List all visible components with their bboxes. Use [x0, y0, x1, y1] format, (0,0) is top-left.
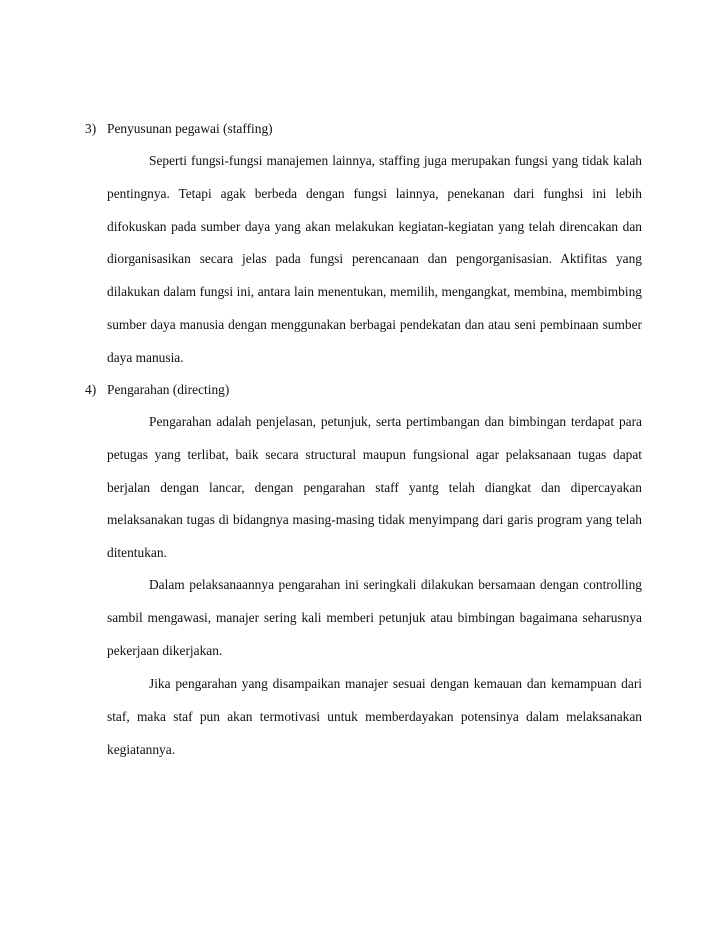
paragraph-staffing: Seperti fungsi-fungsi manajemen lainnya, staffing juga merupakan fungsi yang tidak kalah pentingnya. Tetapi agak berbeda dengan fungsi lainnya, penekanan dari funghsi ini lebih difokuskan pada sumber daya yang akan melakukan kegiatan-kegiatan yang telah direncakan dan diorganisasikan secara jelas pada fungsi perencanaan dan pengorganisasian. Aktifitas yang dilakukan dalam fungsi ini, antara lain menentukan, memilih, mengangkat, membina, membimbing sumber daya manusia dengan menggunakan berbagai pendekatan dan atau seni pembinaan sumber daya manusia. — [107, 153, 642, 365]
section-heading-directing — [85, 382, 229, 398]
section-title: Penyusunan pegawai (staffing) — [107, 121, 273, 136]
section-number: 4) — [85, 382, 97, 397]
paragraph-directing-2: Dalam pelaksanaannya pengarahan ini seringkali dilakukan bersamaan dengan controlling sambil mengawasi, manajer sering kali memberi petunjuk atau bimbingan bagaimana seharusnya pekerjaan dikerjakan. — [107, 577, 642, 658]
paragraph-directing-1: Pengarahan adalah penjelasan, petunjuk, serta pertimbangan dan bimbingan terdapat para petugas yang terlibat, baik secara structural maupun fungsional agar pelaksanaan tugas dapat berjalan dengan lancar, dengan pengarahan staff yantg telah diangkat dan dipercayakan melaksanakan tugas di bidangnya masing-masing tidak menyimpang dari garis program yang telah ditentukan. — [107, 414, 642, 561]
section-title: Pengarahan (directing) — [107, 382, 230, 397]
paragraph-directing-3: Jika pengarahan yang disampaikan manajer sesuai dengan kemauan dan kemampuan dari staf, maka staf pun akan termotivasi untuk memberdayakan potensinya dalam melaksanakan kegiatannya. — [107, 676, 642, 757]
section-number: 3) — [85, 121, 97, 136]
section-heading-staffing — [85, 121, 273, 137]
